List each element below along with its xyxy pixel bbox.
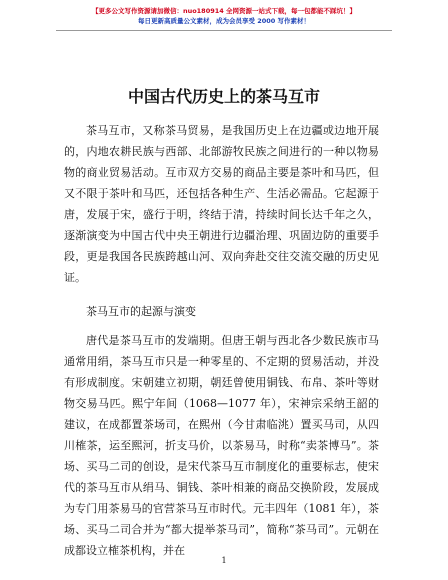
paragraph-intro: 茶马互市，又称茶马贸易，是我国历史上在边疆或边地开展的，内地农耕民族与西部、北部游牧民族之间进行的一种以物易物的商业贸易活动。互市双方交易的商品主要是茶叶和马匹，但又不限于茶叶和马匹，还包括各种生产、生活必需品。它起源于唐，发展于宋，盛行于明，终结于清，持续时间长达千年之久，逐渐演变为中国古代中央王朝进行边疆治理、巩固边防的重要手段，更是我国各民族跨越山河、双向奔赴交往交流交融的历史见证。	[64, 124, 379, 284]
promo-banner-line-1: 【更多公文写作资源请加微信：nuo180914 全网资源一站式下载，每一包都能不踩坑！】	[91, 7, 357, 15]
banner-divider	[56, 30, 392, 31]
document-title: 中国古代历史上的茶马互市	[127, 87, 320, 106]
section-heading: 茶马互市的起源与演变	[86, 305, 196, 318]
promo-banner-line-2: 每日更新高质量公文素材，成为会员享受 2000 写作素材！	[137, 17, 311, 25]
page-number: 1	[221, 556, 227, 565]
paragraph-origin: 唐代是茶马互市的发端期。但唐王朝与西北各少数民族市马通常用绢，茶马互市只是一种零星的、不定期的贸易活动，并没有形成制度。宋朝建立初期，朝廷曾使用铜钱、布帛、茶叶等财物交易马匹。熙宁年间（1068—1077 年），宋神宗采纳王韶的建议，在成都置茶场司，在熙州（今甘肃临洮）置买马司，从四川榷茶，运至熙河，折支马价，以茶易马，时称“卖茶博马”。茶场、买马二司的创设，是宋代茶马互市制度化的重要标志，使宋代的茶马互市从绢马、铜钱、茶叶相兼的商品交换阶段，发展成为专门用茶易马的官营茶马互市时代。元丰四年（1081 年），茶场、买马二司合并为“都大提举茶马司”，简称“茶马司”。元朝在成都设立榷茶机构，并在	[64, 334, 379, 557]
